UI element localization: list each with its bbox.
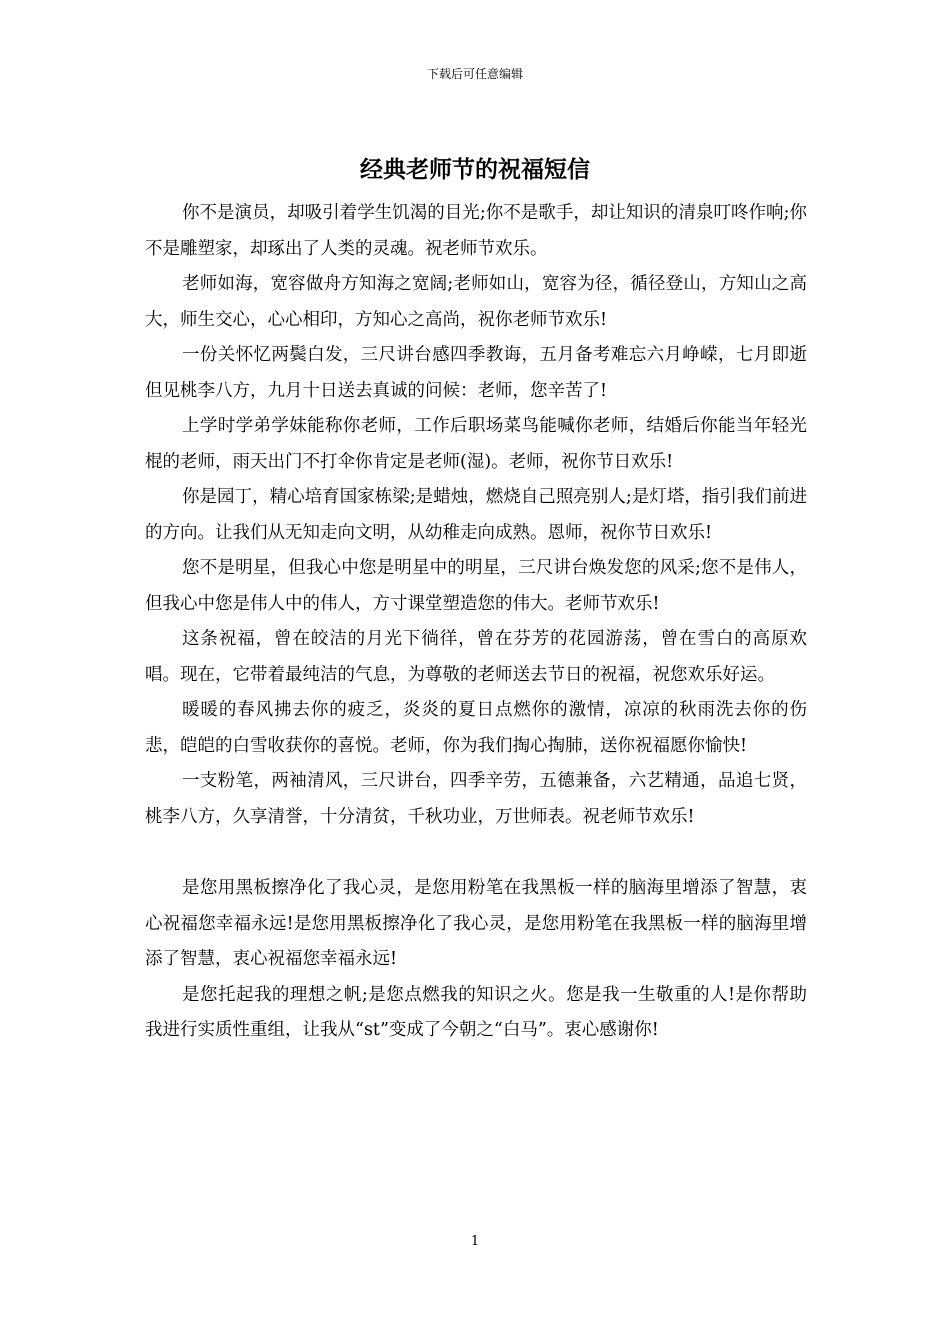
paragraph-spacer <box>145 835 807 871</box>
paragraph: 您不是明星，但我心中您是明星中的明星，三尺讲台焕发您的风采;您不是伟人，但我心中您是伟人中的伟人，方寸课堂塑造您的伟大。老师节欢乐! <box>145 558 807 614</box>
page-header: 下载后可任意编辑 <box>426 67 523 81</box>
paragraph: 老师如海，宽容做舟方知海之宽阔;老师如山，宽容为径，循径登山，方知山之高大，师生交心，心心相印，方知心之高尚，祝你老师节欢乐! <box>145 274 807 330</box>
paragraph: 一份关怀忆两鬓白发，三尺讲台感四季教诲，五月备考难忘六月峥嵘，七月即逝但见桃李八方，九月十日送去真诚的问候：老师，您辛苦了! <box>145 345 807 401</box>
paragraph: 一支粉笔，两袖清风，三尺讲台，四季辛劳，五德兼备，六艺精通，品追七贤，桃李八方，久享清誉，十分清贫，千秋功业，万世师表。祝老师节欢乐! <box>145 771 807 827</box>
paragraph: 上学时学弟学妹能称你老师，工作后职场菜鸟能喊你老师，结婚后你能当年轻光棍的老师，雨天出门不打伞你肯定是老师(湿)。老师，祝你节日欢乐! <box>145 416 807 472</box>
paragraph: 暖暖的春风拂去你的疲乏，炎炎的夏日点燃你的激情，凉凉的秋雨洗去你的伤悲，皑皑的白雪收获你的喜悦。老师，你为我们掏心掏肺，送你祝福愿你愉快! <box>145 700 807 756</box>
page-number: 1 <box>470 1234 480 1249</box>
paragraph: 这条祝福，曾在皎洁的月光下徜徉，曾在芬芳的花园游荡，曾在雪白的高原欢唱。现在，它带着最纯洁的气息，为尊敬的老师送去节日的祝福，祝您欢乐好运。 <box>145 629 807 685</box>
paragraph: 是您用黑板擦净化了我心灵，是您用粉笔在我黑板一样的脑海里增添了智慧，衷心祝福您幸福永远!是您用黑板擦净化了我心灵，是您用粉笔在我黑板一样的脑海里增添了智慧，衷心祝福您幸福永远! <box>145 878 807 969</box>
paragraph: 你是园丁，精心培育国家栋梁;是蜡烛，燃烧自己照亮别人;是灯塔，指引我们前进的方向。让我们从无知走向文明，从幼稚走向成熟。恩师，祝你节日欢乐! <box>145 487 807 543</box>
document-body <box>145 196 807 1049</box>
paragraph: 是您托起我的理想之帆;是您点燃我的知识之火。您是我一生敬重的人!是你帮助我进行实质性重组，让我从“st”变成了今朝之“白马”。衷心感谢你! <box>145 984 807 1040</box>
paragraph: 你不是演员，却吸引着学生饥渴的目光;你不是歌手，却让知识的清泉叮咚作响;你不是雕塑家，却琢出了人类的灵魂。祝老师节欢乐。 <box>145 203 807 259</box>
document-title: 经典老师节的祝福短信 <box>360 156 590 183</box>
